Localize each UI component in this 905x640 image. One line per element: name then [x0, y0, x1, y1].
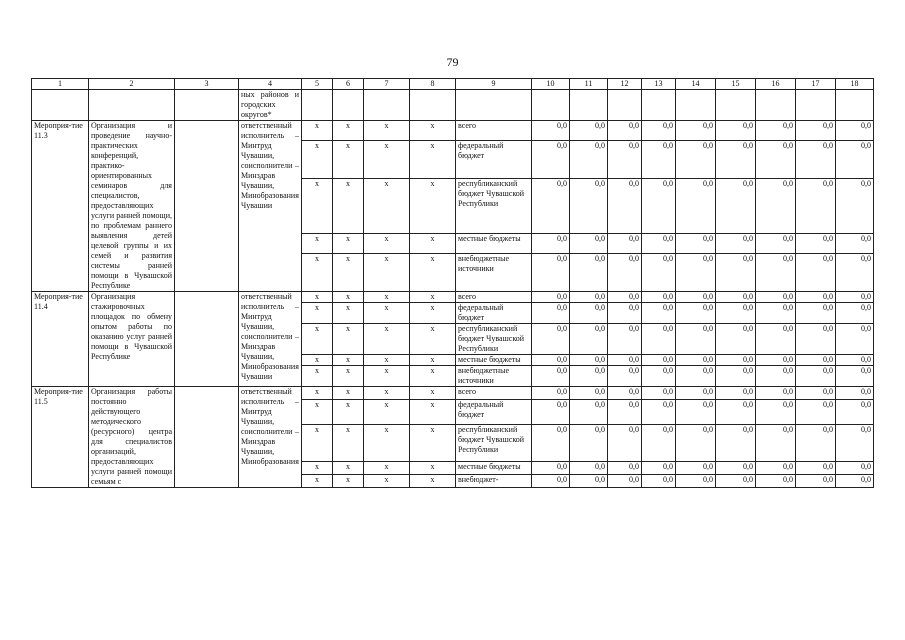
value-cell: 0,0 [570, 355, 608, 366]
continuation-executors: ных районов и городских округов* [239, 90, 302, 121]
x-cell: x [333, 366, 364, 387]
value-cell: 0,0 [836, 140, 874, 178]
funding-source: федеральный бюджет [456, 140, 532, 178]
value-cell: 0,0 [532, 355, 570, 366]
activity-title: Организация работы постоянно действующего методического (ресурсного) центра для специалистов организаций, предоставляющих услуги ранней помощи семьям с [89, 387, 175, 488]
value-cell: 0,0 [608, 425, 642, 462]
funding-source: республиканский бюджет Чувашской Республики [456, 324, 532, 355]
x-cell: x [302, 425, 333, 462]
value-cell: 0,0 [642, 474, 676, 487]
header-cell: 6 [333, 79, 364, 90]
value-cell: 0,0 [570, 140, 608, 178]
value-cell: 0,0 [676, 234, 716, 254]
value-cell: 0,0 [836, 121, 874, 141]
x-cell: x [364, 366, 410, 387]
value-cell: 0,0 [836, 387, 874, 400]
table-row [32, 121, 874, 141]
value-cell: 0,0 [716, 400, 756, 425]
continuation-row [32, 90, 874, 121]
value-cell: 0,0 [608, 355, 642, 366]
value-cell: 0,0 [608, 234, 642, 254]
header-cell: 17 [796, 79, 836, 90]
value-cell: 0,0 [642, 366, 676, 387]
value-cell: 0,0 [532, 121, 570, 141]
x-cell: x [333, 121, 364, 141]
value-cell: 0,0 [608, 140, 642, 178]
value-cell: 0,0 [716, 355, 756, 366]
x-cell: x [302, 303, 333, 324]
x-cell: x [302, 234, 333, 254]
x-cell: x [410, 178, 456, 234]
activity-executors: ответственный исполнитель – Минтруд Чувашии, соисполнители – Минздрав Чувашии, Минобразования Чувашии [239, 292, 302, 387]
value-cell: 0,0 [642, 461, 676, 474]
x-cell: x [364, 254, 410, 292]
header-cell: 11 [570, 79, 608, 90]
funding-source: внебюджетные источники [456, 366, 532, 387]
funding-source: всего [456, 387, 532, 400]
x-cell: x [364, 387, 410, 400]
value-cell: 0,0 [570, 387, 608, 400]
value-cell: 0,0 [570, 366, 608, 387]
value-cell: 0,0 [796, 366, 836, 387]
value-cell: 0,0 [676, 140, 716, 178]
activity-id: Мероприя-тие 11.5 [32, 387, 89, 488]
funding-source: местные бюджеты [456, 461, 532, 474]
funding-source: внебюджет- [456, 474, 532, 487]
value-cell: 0,0 [608, 461, 642, 474]
x-cell: x [333, 461, 364, 474]
value-cell: 0,0 [756, 121, 796, 141]
activity-executors: ответственный исполнитель – Минтруд Чувашии, соисполнители – Минздрав Чувашии, Минобразования [239, 387, 302, 488]
value-cell: 0,0 [608, 254, 642, 292]
x-cell: x [410, 303, 456, 324]
x-cell: x [333, 400, 364, 425]
value-cell: 0,0 [642, 121, 676, 141]
x-cell: x [302, 254, 333, 292]
x-cell: x [302, 366, 333, 387]
value-cell: 0,0 [716, 425, 756, 462]
x-cell: x [302, 324, 333, 355]
value-cell: 0,0 [570, 400, 608, 425]
value-cell: 0,0 [570, 234, 608, 254]
x-cell: x [410, 425, 456, 462]
value-cell: 0,0 [836, 292, 874, 303]
value-cell: 0,0 [716, 324, 756, 355]
header-cell: 10 [532, 79, 570, 90]
x-cell: x [410, 355, 456, 366]
x-cell: x [302, 461, 333, 474]
value-cell: 0,0 [716, 366, 756, 387]
value-cell: 0,0 [608, 474, 642, 487]
value-cell: 0,0 [642, 355, 676, 366]
funding-source: республиканский бюджет Чувашской Республики [456, 178, 532, 234]
header-cell: 15 [716, 79, 756, 90]
activity-col3 [175, 387, 239, 488]
value-cell: 0,0 [608, 400, 642, 425]
x-cell: x [410, 400, 456, 425]
value-cell: 0,0 [796, 324, 836, 355]
x-cell: x [364, 474, 410, 487]
value-cell: 0,0 [532, 461, 570, 474]
value-cell: 0,0 [796, 140, 836, 178]
value-cell: 0,0 [796, 355, 836, 366]
value-cell: 0,0 [756, 366, 796, 387]
continuation-col1 [32, 90, 89, 121]
header-cell: 3 [175, 79, 239, 90]
value-cell: 0,0 [642, 234, 676, 254]
value-cell: 0,0 [676, 324, 716, 355]
x-cell: x [410, 234, 456, 254]
x-cell: x [333, 234, 364, 254]
value-cell: 0,0 [836, 303, 874, 324]
funding-source: внебюджетные источники [456, 254, 532, 292]
continuation-col3 [175, 90, 239, 121]
value-cell: 0,0 [716, 178, 756, 234]
value-cell: 0,0 [756, 387, 796, 400]
x-cell: x [410, 254, 456, 292]
x-cell: x [364, 355, 410, 366]
value-cell: 0,0 [796, 461, 836, 474]
value-cell: 0,0 [676, 178, 716, 234]
value-cell: 0,0 [836, 254, 874, 292]
value-cell: 0,0 [796, 303, 836, 324]
header-cell: 4 [239, 79, 302, 90]
value-cell: 0,0 [676, 366, 716, 387]
x-cell: x [333, 355, 364, 366]
x-cell: x [364, 303, 410, 324]
activity-id: Мероприя-тие 11.3 [32, 121, 89, 292]
x-cell: x [410, 461, 456, 474]
value-cell: 0,0 [608, 366, 642, 387]
value-cell: 0,0 [756, 425, 796, 462]
x-cell: x [333, 324, 364, 355]
x-cell: x [333, 387, 364, 400]
value-cell: 0,0 [532, 324, 570, 355]
value-cell: 0,0 [716, 387, 756, 400]
x-cell: x [410, 387, 456, 400]
value-cell: 0,0 [756, 400, 796, 425]
x-cell: x [302, 355, 333, 366]
activity-id: Мероприя-тие 11.4 [32, 292, 89, 387]
funding-source: местные бюджеты [456, 234, 532, 254]
value-cell: 0,0 [676, 303, 716, 324]
value-cell: 0,0 [796, 178, 836, 234]
x-cell: x [333, 254, 364, 292]
x-cell: x [302, 140, 333, 178]
x-cell: x [364, 292, 410, 303]
value-cell: 0,0 [836, 425, 874, 462]
table-row [32, 292, 874, 303]
value-cell: 0,0 [676, 461, 716, 474]
value-cell: 0,0 [570, 425, 608, 462]
value-cell: 0,0 [836, 324, 874, 355]
value-cell: 0,0 [570, 324, 608, 355]
value-cell: 0,0 [716, 303, 756, 324]
header-cell: 13 [642, 79, 676, 90]
value-cell: 0,0 [836, 366, 874, 387]
value-cell: 0,0 [532, 366, 570, 387]
activity-title: Организация и проведение научно-практических конференций, практико-ориентированных семинаров для специалистов, предоставляющих услуги ранней помощи, по проблемам раннего выявления детей целевой группы и их семей и развития системы ранней помощи в Чувашской Республике [89, 121, 175, 292]
x-cell: x [410, 324, 456, 355]
value-cell: 0,0 [608, 178, 642, 234]
funding-source: всего [456, 121, 532, 141]
funding-source: республиканский бюджет Чувашской Республики [456, 425, 532, 462]
value-cell: 0,0 [676, 474, 716, 487]
x-cell: x [410, 474, 456, 487]
x-cell: x [302, 474, 333, 487]
funding-source: местные бюджеты [456, 355, 532, 366]
x-cell: x [410, 140, 456, 178]
value-cell: 0,0 [570, 303, 608, 324]
x-cell: x [410, 292, 456, 303]
value-cell: 0,0 [608, 387, 642, 400]
value-cell: 0,0 [756, 355, 796, 366]
value-cell: 0,0 [836, 474, 874, 487]
value-cell: 0,0 [642, 387, 676, 400]
funding-source: федеральный бюджет [456, 303, 532, 324]
header-cell: 12 [608, 79, 642, 90]
x-cell: x [302, 121, 333, 141]
header-cell: 18 [836, 79, 874, 90]
x-cell: x [364, 400, 410, 425]
x-cell: x [410, 121, 456, 141]
x-cell: x [333, 474, 364, 487]
value-cell: 0,0 [796, 425, 836, 462]
x-cell: x [333, 425, 364, 462]
header-cell: 1 [32, 79, 89, 90]
value-cell: 0,0 [570, 178, 608, 234]
value-cell: 0,0 [642, 400, 676, 425]
value-cell: 0,0 [756, 461, 796, 474]
value-cell: 0,0 [570, 292, 608, 303]
x-cell: x [364, 121, 410, 141]
value-cell: 0,0 [532, 292, 570, 303]
value-cell: 0,0 [676, 292, 716, 303]
x-cell: x [364, 324, 410, 355]
value-cell: 0,0 [676, 400, 716, 425]
value-cell: 0,0 [716, 461, 756, 474]
funding-source: всего [456, 292, 532, 303]
header-row [32, 79, 874, 90]
table-row [32, 387, 874, 400]
activity-col3 [175, 121, 239, 292]
value-cell: 0,0 [532, 387, 570, 400]
value-cell: 0,0 [716, 140, 756, 178]
x-cell: x [364, 234, 410, 254]
value-cell: 0,0 [796, 387, 836, 400]
value-cell: 0,0 [642, 292, 676, 303]
header-cell: 7 [364, 79, 410, 90]
value-cell: 0,0 [532, 474, 570, 487]
value-cell: 0,0 [532, 178, 570, 234]
value-cell: 0,0 [756, 178, 796, 234]
value-cell: 0,0 [608, 121, 642, 141]
activity-executors: ответственный исполнитель – Минтруд Чувашии, соисполнители – Минздрав Чувашии, Минобразования Чувашии [239, 121, 302, 292]
header-cell: 9 [456, 79, 532, 90]
value-cell: 0,0 [642, 140, 676, 178]
value-cell: 0,0 [756, 254, 796, 292]
value-cell: 0,0 [796, 474, 836, 487]
value-cell: 0,0 [716, 292, 756, 303]
x-cell: x [364, 178, 410, 234]
value-cell: 0,0 [796, 234, 836, 254]
value-cell: 0,0 [642, 254, 676, 292]
value-cell: 0,0 [836, 234, 874, 254]
value-cell: 0,0 [716, 234, 756, 254]
value-cell: 0,0 [676, 387, 716, 400]
x-cell: x [333, 140, 364, 178]
x-cell: x [333, 178, 364, 234]
value-cell: 0,0 [756, 324, 796, 355]
x-cell: x [302, 387, 333, 400]
value-cell: 0,0 [756, 140, 796, 178]
value-cell: 0,0 [608, 303, 642, 324]
value-cell: 0,0 [676, 121, 716, 141]
value-cell: 0,0 [716, 254, 756, 292]
value-cell: 0,0 [676, 425, 716, 462]
table-body [32, 79, 874, 488]
value-cell: 0,0 [642, 303, 676, 324]
x-cell: x [364, 140, 410, 178]
value-cell: 0,0 [756, 234, 796, 254]
x-cell: x [302, 292, 333, 303]
x-cell: x [410, 366, 456, 387]
value-cell: 0,0 [532, 303, 570, 324]
header-cell: 5 [302, 79, 333, 90]
page-number: 79 [446, 55, 459, 69]
funding-source: федеральный бюджет [456, 400, 532, 425]
activity-title: Организация стажировочных площадок по обмену опытом работы по оказанию услуг ранней помощи в Чувашской Республике [89, 292, 175, 387]
value-cell: 0,0 [836, 178, 874, 234]
value-cell: 0,0 [532, 140, 570, 178]
x-cell: x [333, 303, 364, 324]
value-cell: 0,0 [836, 355, 874, 366]
header-cell: 2 [89, 79, 175, 90]
x-cell: x [364, 425, 410, 462]
value-cell: 0,0 [570, 254, 608, 292]
value-cell: 0,0 [756, 292, 796, 303]
value-cell: 0,0 [642, 425, 676, 462]
value-cell: 0,0 [532, 425, 570, 462]
value-cell: 0,0 [796, 121, 836, 141]
value-cell: 0,0 [796, 254, 836, 292]
value-cell: 0,0 [642, 324, 676, 355]
value-cell: 0,0 [756, 303, 796, 324]
header-cell: 14 [676, 79, 716, 90]
value-cell: 0,0 [608, 292, 642, 303]
value-cell: 0,0 [756, 474, 796, 487]
value-cell: 0,0 [716, 474, 756, 487]
x-cell: x [333, 292, 364, 303]
value-cell: 0,0 [676, 355, 716, 366]
budget-table [31, 78, 874, 488]
continuation-col2 [89, 90, 175, 121]
value-cell: 0,0 [570, 461, 608, 474]
value-cell: 0,0 [532, 234, 570, 254]
value-cell: 0,0 [608, 324, 642, 355]
activity-col3 [175, 292, 239, 387]
value-cell: 0,0 [642, 178, 676, 234]
value-cell: 0,0 [570, 121, 608, 141]
header-cell: 8 [410, 79, 456, 90]
value-cell: 0,0 [796, 292, 836, 303]
value-cell: 0,0 [796, 400, 836, 425]
value-cell: 0,0 [532, 254, 570, 292]
value-cell: 0,0 [836, 461, 874, 474]
value-cell: 0,0 [716, 121, 756, 141]
x-cell: x [302, 178, 333, 234]
value-cell: 0,0 [532, 400, 570, 425]
x-cell: x [364, 461, 410, 474]
value-cell: 0,0 [676, 254, 716, 292]
value-cell: 0,0 [836, 400, 874, 425]
x-cell: x [302, 400, 333, 425]
header-cell: 16 [756, 79, 796, 90]
value-cell: 0,0 [570, 474, 608, 487]
